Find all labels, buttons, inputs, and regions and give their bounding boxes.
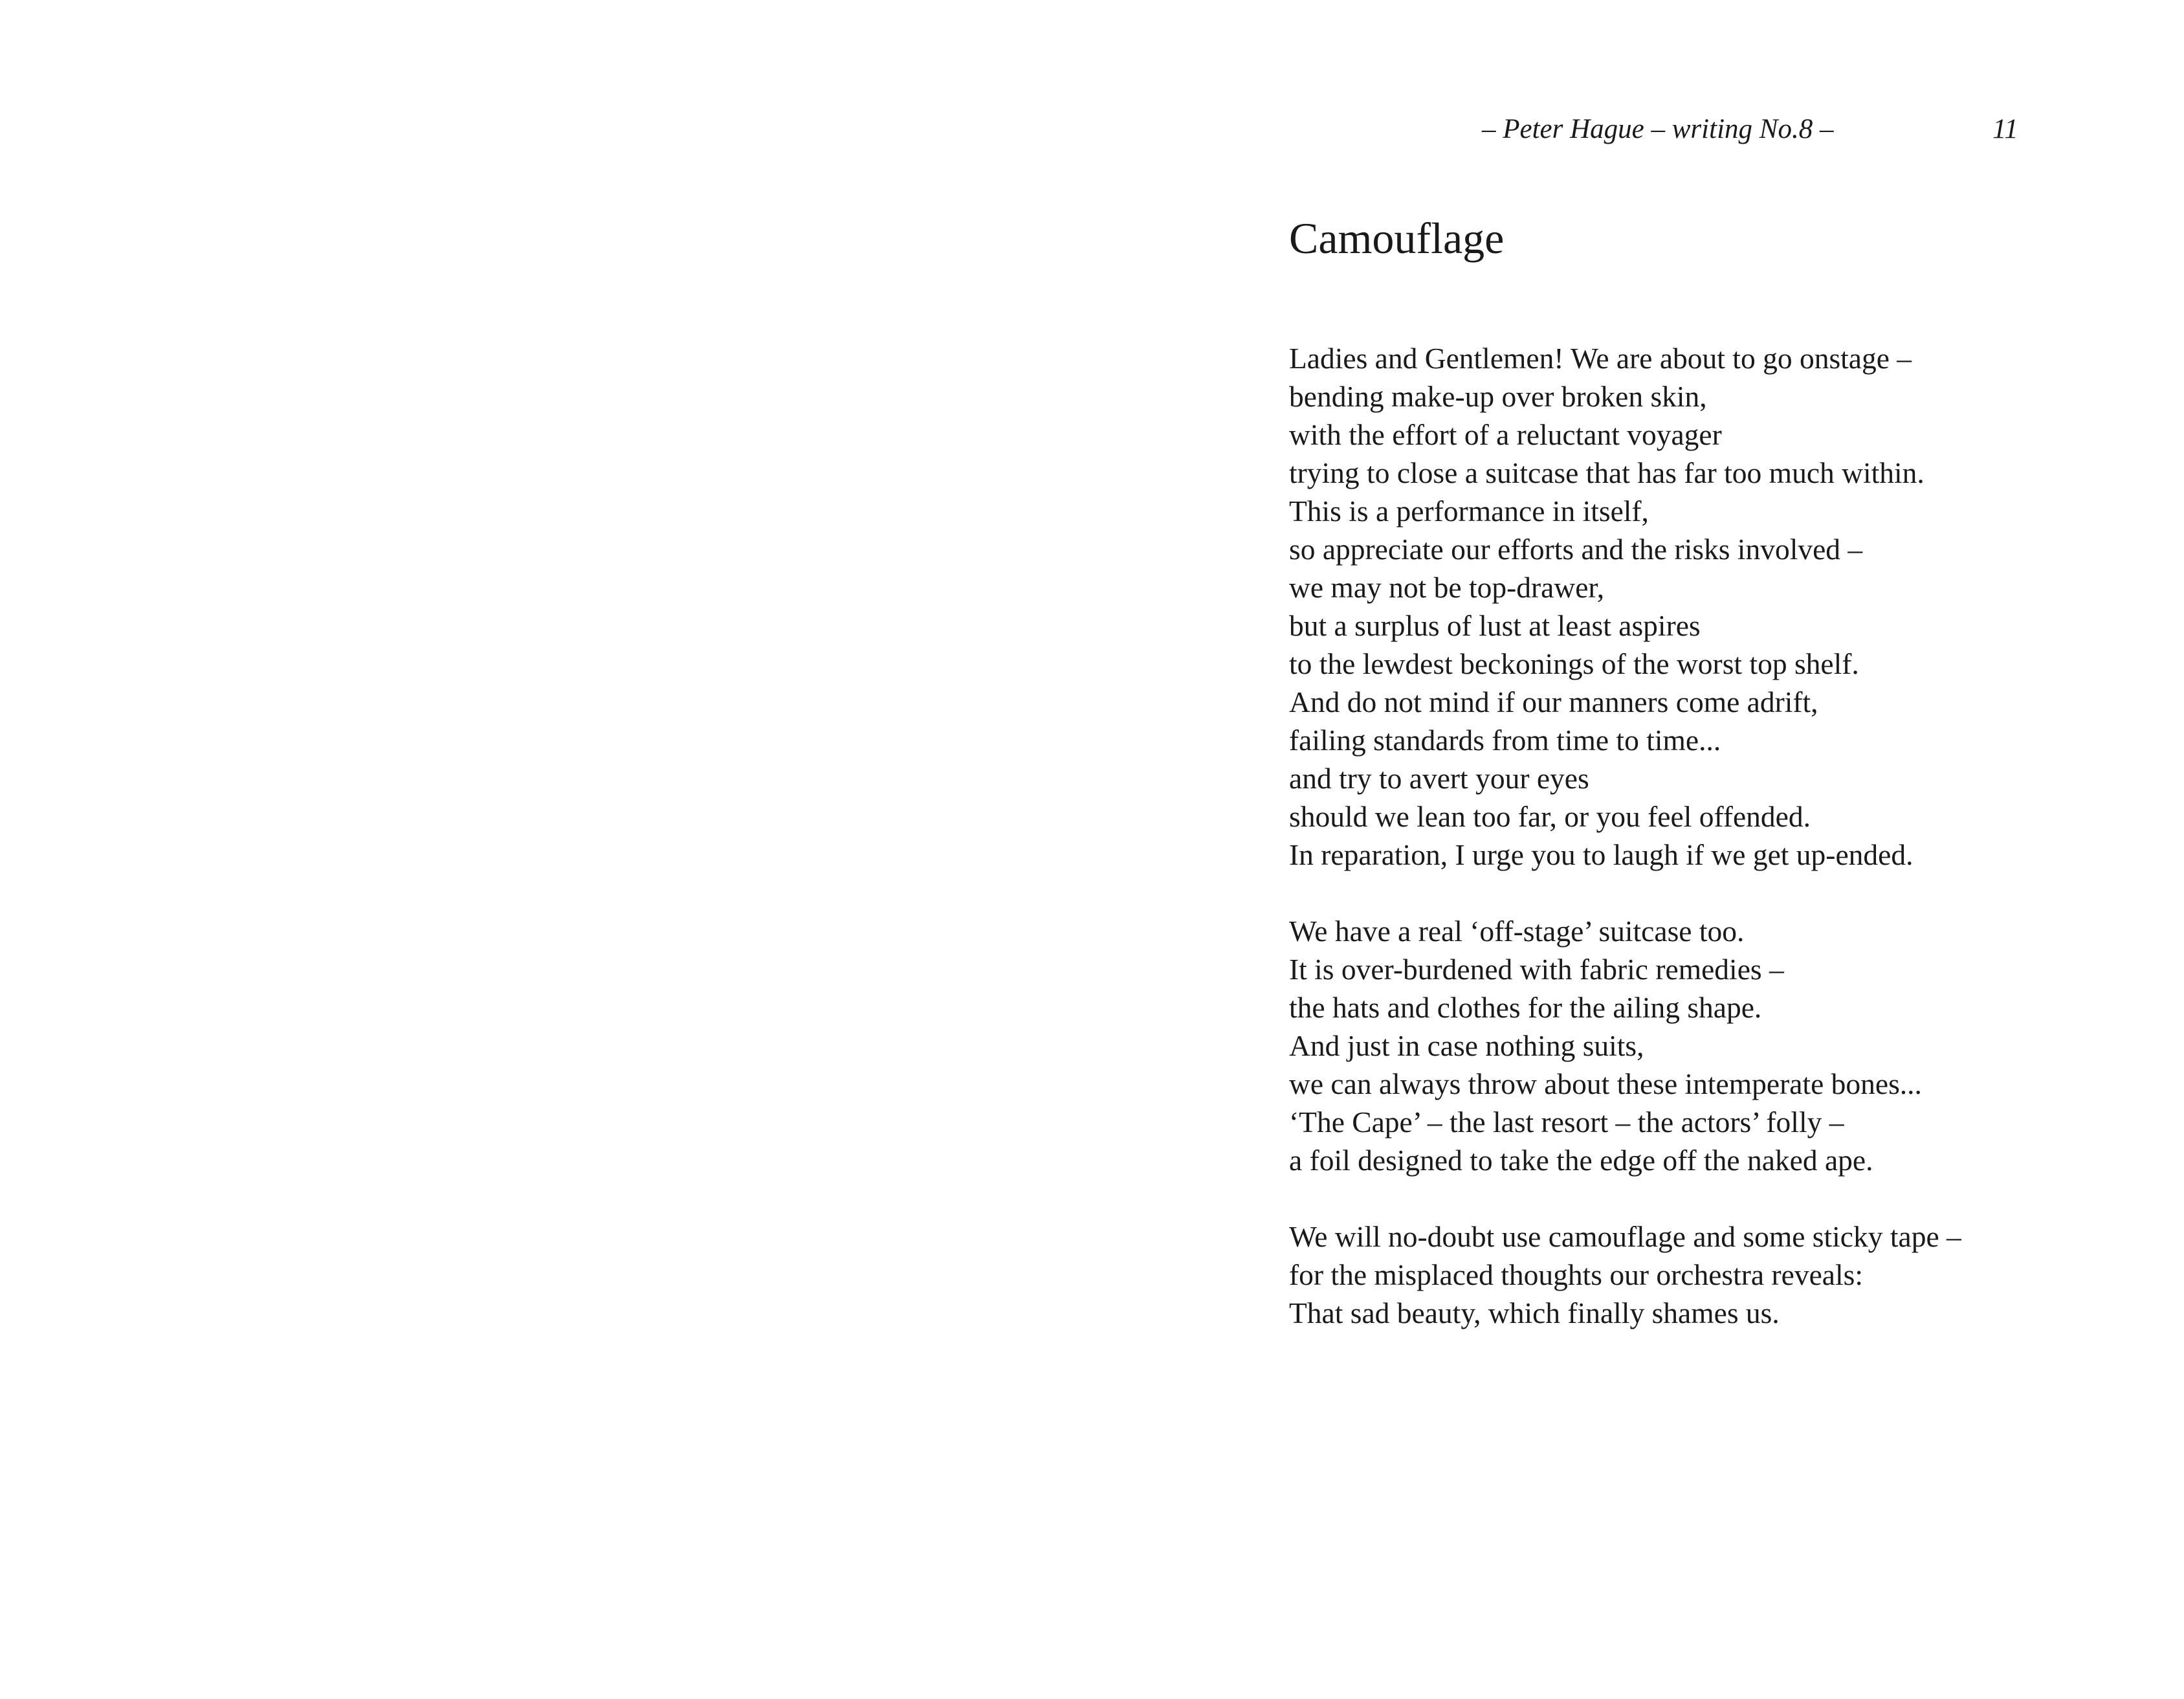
poem-line: In reparation, I urge you to laugh if we get up-ended. xyxy=(1289,838,1914,871)
stanza-3 xyxy=(1289,1217,2053,1332)
poem-line: That sad beauty, which finally shames us. xyxy=(1289,1296,1780,1329)
poem-title: Camouflage xyxy=(1289,214,1505,263)
poem-line: trying to close a suitcase that has far too much within. xyxy=(1289,456,1925,489)
poem-line: This is a performance in itself, xyxy=(1289,494,1649,527)
poem-line: but a surplus of lust at least aspires xyxy=(1289,609,1701,642)
poem-line: Ladies and Gentlemen! We are about to go onstage – xyxy=(1289,342,1912,375)
poem-line: and try to avert your eyes xyxy=(1289,762,1589,795)
poem-line: with the effort of a reluctant voyager xyxy=(1289,418,1722,451)
poem-line: It is over-burdened with fabric remedies – xyxy=(1289,953,1784,986)
page-number: 11 xyxy=(1992,114,2018,144)
poem-line: We will no-doubt use camouflage and some sticky tape – xyxy=(1289,1220,1961,1253)
poem-line: the hats and clothes for the ailing shape. xyxy=(1289,991,1762,1024)
poem-line: to the lewdest beckonings of the worst top shelf. xyxy=(1289,647,1859,680)
poem-line: a foil designed to take the edge off the naked ape. xyxy=(1289,1144,1873,1177)
running-header: – Peter Hague – writing No.8 – xyxy=(1482,114,1834,144)
poem-line: we may not be top-drawer, xyxy=(1289,571,1605,604)
poem-line: so appreciate our efforts and the risks involved – xyxy=(1289,533,1863,566)
poem-line: And just in case nothing suits, xyxy=(1289,1029,1644,1062)
stanza-1 xyxy=(1289,339,2053,874)
poem-line: should we lean too far, or you feel offended. xyxy=(1289,800,1811,833)
poem-line: ‘The Cape’ – the last resort – the actors’ folly – xyxy=(1289,1105,1844,1138)
stanza-2 xyxy=(1289,912,2053,1179)
poem-line: We have a real ‘off-stage’ suitcase too. xyxy=(1289,915,1745,948)
poem-line: we can always throw about these intemperate bones... xyxy=(1289,1067,1922,1100)
poem-line: bending make-up over broken skin, xyxy=(1289,380,1707,413)
poem-line: for the misplaced thoughts our orchestra reveals: xyxy=(1289,1258,1863,1291)
poem-line: failing standards from time to time... xyxy=(1289,724,1721,757)
poem-line: And do not mind if our manners come adrift, xyxy=(1289,685,1818,718)
poem-body xyxy=(1289,339,2053,1332)
